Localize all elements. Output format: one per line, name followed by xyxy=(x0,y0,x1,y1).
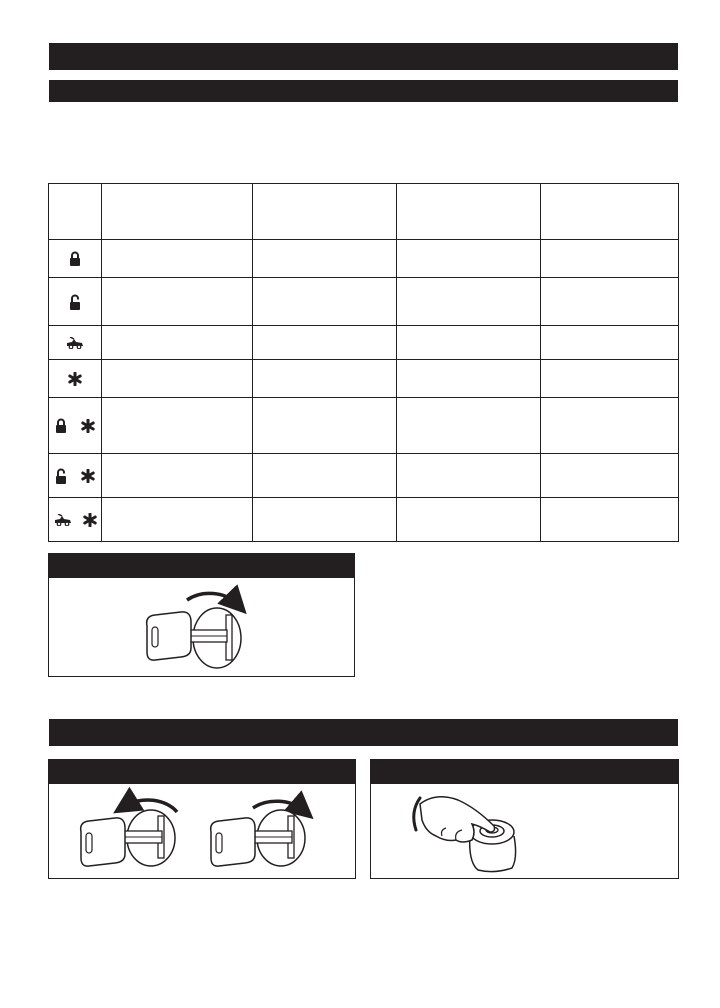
table-cell xyxy=(102,498,253,542)
table-cell xyxy=(102,240,253,278)
table-header-row xyxy=(49,184,679,240)
table-cell xyxy=(541,240,679,278)
table-row xyxy=(49,360,679,398)
table-row xyxy=(49,240,679,278)
lock-closed-icon xyxy=(69,251,81,266)
table-cell xyxy=(541,326,679,360)
table-cell xyxy=(397,398,541,454)
table-cell xyxy=(541,398,679,454)
finger-press-button-illustration xyxy=(406,786,536,876)
table-cell xyxy=(253,498,397,542)
table-cell xyxy=(102,278,253,326)
table-cell xyxy=(541,360,679,398)
table-cell xyxy=(253,454,397,498)
table-cell xyxy=(253,398,397,454)
lock-open-icon xyxy=(55,468,67,484)
panel-header xyxy=(371,760,678,784)
key-turn-clockwise-illustration xyxy=(199,786,339,876)
table-header-cell xyxy=(541,184,679,240)
push-button-panel xyxy=(370,759,679,879)
table-cell xyxy=(541,454,679,498)
table-row xyxy=(49,326,679,360)
table-cell xyxy=(397,454,541,498)
table-row xyxy=(49,398,679,454)
table-cell xyxy=(541,498,679,542)
table-cell xyxy=(397,240,541,278)
table-cell xyxy=(102,454,253,498)
panel-header xyxy=(49,554,354,578)
row-icon-cell xyxy=(49,278,102,326)
row-icon-cell xyxy=(49,454,102,498)
table-header-cell xyxy=(49,184,102,240)
row-icon-cell xyxy=(49,498,102,542)
table-row xyxy=(49,498,679,542)
lock-open-icon xyxy=(69,294,81,310)
car-trunk-open-icon xyxy=(53,514,73,526)
table-cell xyxy=(253,360,397,398)
table-cell xyxy=(253,326,397,360)
function-table xyxy=(48,183,679,542)
table-cell xyxy=(102,398,253,454)
section-header-bar xyxy=(49,43,678,70)
panel-header xyxy=(49,760,355,784)
table-header-cell xyxy=(253,184,397,240)
asterisk-icon xyxy=(81,469,95,483)
row-icon-cell xyxy=(49,326,102,360)
table-row xyxy=(49,278,679,326)
row-icon-cell xyxy=(49,360,102,398)
table-cell xyxy=(102,360,253,398)
table-cell xyxy=(397,360,541,398)
table-cell xyxy=(397,278,541,326)
lock-closed-icon xyxy=(55,418,67,433)
table-header-cell xyxy=(397,184,541,240)
key-turn-counterclockwise-illustration xyxy=(69,786,209,876)
asterisk-icon xyxy=(81,419,95,433)
table-cell xyxy=(102,326,253,360)
table-header-cell xyxy=(102,184,253,240)
key-turn-panel xyxy=(48,553,355,677)
asterisk-icon xyxy=(83,513,97,527)
car-trunk-open-icon xyxy=(65,337,85,349)
asterisk-icon xyxy=(68,372,82,386)
table-row xyxy=(49,454,679,498)
table-cell xyxy=(397,326,541,360)
subsection-header-bar xyxy=(49,80,678,102)
key-turn-both-panel xyxy=(48,759,356,879)
table-cell xyxy=(253,278,397,326)
table-cell xyxy=(397,498,541,542)
table-cell xyxy=(253,240,397,278)
row-icon-cell xyxy=(49,240,102,278)
key-turn-clockwise-illustration xyxy=(129,582,289,672)
section-header-bar xyxy=(49,719,678,746)
table-cell xyxy=(541,278,679,326)
row-icon-cell xyxy=(49,398,102,454)
